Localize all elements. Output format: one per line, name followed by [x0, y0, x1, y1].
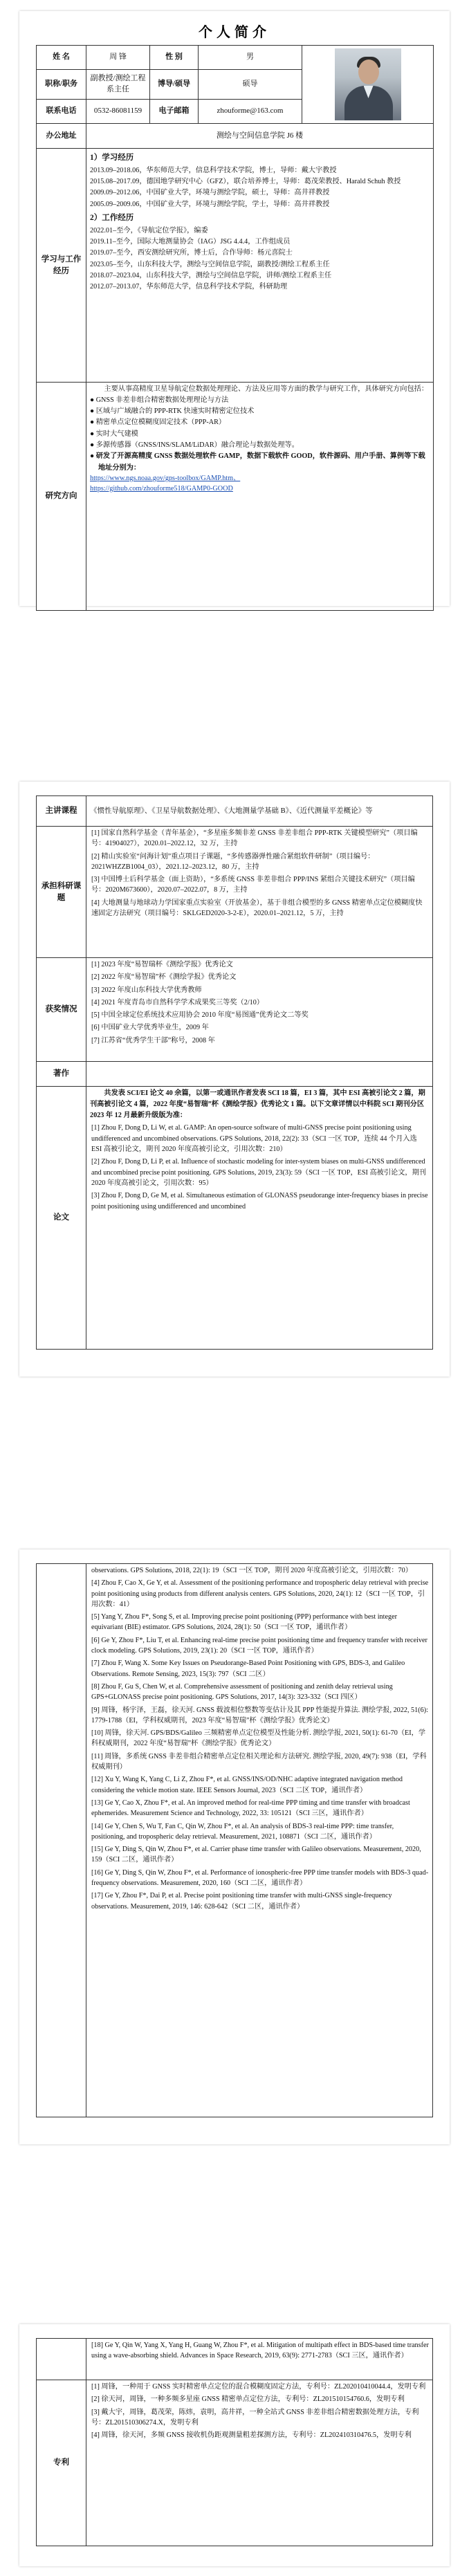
award-item: [5] 中国全球定位系统技术应用协会 2010 年度“易图通”优秀论文二等奖 [91, 1011, 309, 1020]
paper-item: [6] Ge Y, Zhou F*, Liu T, et al. Enhancing real-time precise point positioning time and frequency transfer with receiver clock modeling. GPS Solutions, 2019, 23(1): 20（SCI 一区 TOP，通讯作者） [91, 1636, 427, 1655]
works-label: 著作 [37, 1062, 86, 1087]
patent-item: [4] 周锋，徐天河，多频 GNSS 接收机伪距观测量粗差探测方法，专利号：ZL202410310476.5，发明专利 [91, 2431, 412, 2440]
paper-item: [5] Yang Y, Zhou F*, Song S, et al. Improving precise point positioning (PPP) performance with best integer equivariant (BIE) estimator. GPS Solutions, 2024, 28(1): 50（SCI 一区 TOP，通讯作者） [91, 1613, 397, 1632]
edu-item: 2005.09–2009.06，中国矿业大学，环境与测绘学院，学士，导师：高井祥教授 [90, 200, 330, 208]
work-item: 2019.11–至今，国际大地测量协会（IAG）JSG 4.4.4，工作组成员 [90, 237, 291, 246]
paper-item: [9] 周锋，杨宇泽，王磊，徐天河. GNSS 载波相位整数等变估计及其 PPP 性能提升算法. 测绘学报, 2022, 51(6): 1779-1788（EI，学科权威期刊，2023 年度“易智瑞”杯《测绘学报》优秀论文） [91, 1706, 428, 1724]
paper-item: [1] Zhou F, Dong D, Li W, et al. GAMP: An open-source software of multi-GNSS precise point positioning using undifferenced and uncombined observations. GPS Solutions, 2018, 22(2): 33（SCI 一区 TOP，连续 44 个月入选 ESI 高被引论文，期刊 2020 年度高被引论文，引用次数：210） [91, 1124, 417, 1154]
project-item: [2] 精山实验室“问海计划”重点项目子课题，“多传感器弹性融合紧组软件研制”（项目编号：2021WHZZB1004_03），2021.12–2023.12，80 万，主持 [91, 852, 375, 871]
patent-item: [1] 周锋，一种用于 GNSS 实时精密单点定位的混合模糊度固定方法，专利号：ZL202010410044.4，发明专利 [91, 2383, 426, 2391]
profile-photo [335, 48, 401, 120]
courses-value: 《惯性导航原理》、《卫星导航数据处理》、《大地测量学基础 B》、《近代测量平差概论》等 [86, 796, 433, 827]
supervisor-value: 硕导 [199, 70, 302, 99]
page-2 [19, 782, 450, 1377]
research-item: ● 区域与广域融合的 PPP-RTK 快速实时精密定位技术 [90, 407, 255, 416]
patents-content [86, 2380, 433, 2546]
award-item: [3] 2022 年度山东科技大学优秀教师 [91, 986, 202, 994]
photo-cell [302, 46, 434, 124]
award-item: [7] 江苏省“优秀学生干部”称号，2008 年 [91, 1036, 215, 1045]
work-item: 2012.07–2013.07，华东师范大学，信息科学技术学院，科研助理 [90, 283, 288, 291]
awards-content [86, 958, 433, 1062]
paper-item: [15] Ge Y, Ding S, Qin W, Zhou F*, et al. Carrier phase time transfer with Galileo observations. Measurement, 2020, 159（SCI 二区，通讯作者） [91, 1846, 421, 1864]
work-item: 2019.07–至今，西安测绘研究所，博士后，合作导师：杨元喜院士 [90, 249, 293, 257]
gamp-link[interactable]: https://www.ngs.noaa.gov/gps-toolbox/GAMP.htm、 [90, 475, 241, 482]
work-item: 2022.01–至今，《导航定位学报》，编委 [90, 226, 208, 234]
paper-item: [4] Zhou F, Cao X, Ge Y, et al. Assessment of the positioning performance and tropospheric delay retrieval with precise point positioning using products from different analysis centers. GPS Solutions, 2020, 24(1): 12（SCI 一区 TOP，引用次数：41） [91, 1579, 429, 1608]
papers-continued-content [86, 1564, 433, 2117]
name-value: 周 锋 [86, 46, 150, 70]
edu-item: 2009.09–2012.06，中国矿业大学，环境与测绘学院，硕士，导师：高井祥教授 [90, 189, 330, 197]
papers-intro: 共发表 SCI/EI 论文 40 余篇，以第一或通讯作者发表 SCI 18 篇，EI 3 篇，其中 ESI 高被引论文 2 篇，期刊高被引论文 4 篇，2022 年度“易智瑞”杯《测绘学报》优秀论文 1 篇。以下文章详情以中科院 SCI 期刊分区 2023 年 12 月最新升级版为准： [90, 1089, 425, 1119]
research-item: ● GNSS 非差非组合精密数据处理理论与方法 [90, 396, 229, 404]
paper-item: [10] 周锋，徐天河. GPS/BDS/Galileo 三频精密单点定位模型及性能分析. 测绘学报, 2021, 50(1): 61-70（EI，学科权威期刊，2022 年度“易智瑞”杯《测绘学报》优秀论文） [91, 1729, 426, 1748]
project-item: [4] 大地测量与地球动力学国家重点实验室（开放基金），基于非组合模型的多 GNSS 精密单点定位模糊度快速固定方法研究（项目编号：SKLGED2020-3-2-E），2020.01–2021.12，5 万，主持 [91, 899, 423, 918]
supervisor-label: 博导/硕导 [150, 70, 199, 99]
paper-item: [8] Zhou F, Gu S, Chen W, et al. Comprehensive assessment of positioning and zenith delay retrieval using GPS+GLONASS precise point positioning. GPS Solutions, 2017, 14(3): 323-332（SCI 四区） [91, 1682, 393, 1702]
gender-value: 男 [199, 46, 302, 70]
office-value: 测绘与空间信息学院 J6 楼 [86, 124, 434, 149]
papers-content [86, 1087, 433, 1350]
email-value[interactable]: zhouforme@163.com [199, 99, 302, 123]
name-label: 姓 名 [37, 46, 86, 70]
research-item: ● 精密单点定位模糊度固定技术（PPP-AR） [90, 418, 226, 427]
research-item: ● 多源传感器（GNSS/INS/SLAM/LiDAR）融合理论与数据处理等。 [90, 441, 299, 450]
patents-label: 专利 [37, 2380, 86, 2546]
research-content [86, 383, 434, 611]
phone-value: 0532-86081159 [86, 99, 150, 123]
papers-label: 论文 [37, 1087, 86, 1350]
papers-final-label-cell [37, 2339, 86, 2380]
paper-item: [11] 周锋，多系统 GNSS 非差非组合精密单点定位相关理论和方法研究. 测绘学报, 2020, 49(7): 938（EI，学科权威期刊） [91, 1752, 427, 1772]
patent-item: [3] 戴大宇，周锋，葛茂荣，陈炜，袁明，高井祥，一种全站式 GNSS 非差非组合精密数据处理方法，专利号：ZL201510306274.X，发明专利 [91, 2408, 419, 2427]
paper-item: observations. GPS Solutions, 2018, 22(1): 19（SCI 一区 TOP，期刊 2020 年度高被引论文，引用次数：70） [91, 1567, 412, 1574]
study-work-label: 学习与工作经历 [37, 149, 86, 383]
paper-item: [12] Xu Y, Wang K, Yang C, Li Z, Zhou F*, et al. GNSS/INS/OD/NHC adaptive integrated navigation method considering the vehicle motion state. IEEE Sensors Journal, 2023（SCI 二区 TOP，通讯作者） [91, 1776, 403, 1794]
paper-item: [2] Zhou F, Dong D, Li P, et al. Influence of stochastic modeling for inter-system biases on multi-GNSS undifferenced and uncombined precise point positioning. GPS Solutions, 2019, 23(3): 59（SCI 一区 TOP，ESI 高被引论文，期刊 2020 年度高被引论文，引用次数：95） [91, 1158, 426, 1187]
work-heading: 2）工作经历 [90, 213, 134, 222]
award-item: [2] 2022 年度“易智瑞”杯《测绘学报》优秀论文 [91, 973, 237, 982]
github-link[interactable]: https://github.com/zhouforme518/GAMP0-GOOD [90, 484, 233, 493]
job-label: 职称/职务 [37, 70, 86, 99]
papers-continued-table [36, 1563, 433, 2117]
page-4 [19, 2324, 450, 2566]
work-item: 2018.07–2023.04，山东科技大学，测绘与空间信息学院，讲师/测绘工程系主任 [90, 271, 332, 279]
paper-item: [17] Ge Y, Zhou F*, Dai P, et al. Precise point positioning time transfer with multi-GNSS single-frequency observations. Measurement, 2019, 146: 628-642（SCI 二区，通讯作者） [91, 1892, 392, 1911]
awards-label: 获奖情况 [37, 958, 86, 1062]
edu-item: 2013.09–2018.06，华东师范大学，信息科学技术学院，博士，导师：戴大宇教授 [90, 166, 337, 174]
paper-item: [13] Ge Y, Cao X, Zhou F*, et al. An improved method for real-time PPP timing and time transfer with broadcast ephemerides. Measurement Science and Technology, 2022, 33: 105121（SCI 三区，通讯作者） [91, 1798, 410, 1818]
email-label: 电子邮箱 [150, 99, 199, 123]
project-item: [3] 中国博士后科学基金（面上资助），“多系统 GNSS 非差非组合 PPP/INS 紧组合关键技术研究”（项目编号：2020M673600），2020.07–2022.07，8 万，主持 [91, 876, 415, 894]
award-item: [6] 中国矿业大学优秀毕业生，2009 年 [91, 1024, 209, 1032]
job-value: 副教授/测绘工程系主任 [86, 70, 150, 99]
edu-item: 2015.08–2017.09，德国地学研究中心（GFZ），联合培养博士，导师：葛茂荣教授、Harald Schuh 教授 [90, 177, 401, 185]
research-item: ● 实时大气建模 [90, 430, 138, 438]
works-value [86, 1062, 433, 1087]
basic-info-table [36, 45, 434, 611]
project-item: [1] 国家自然科学基金（青年基金），“多星座多频非差 GNSS 非差非组合 PPP-RTK 关键模型研究”（项目编号：41904027），2020.01–2022.12，32 万，主持 [91, 829, 418, 848]
page-3 [19, 1549, 450, 2144]
paper-item: [18] Ge Y, Qin W, Yang X, Yang H, Guang W, Zhou F*, et al. Mitigation of multipath effect in BDS-based time transfer using a wave-absorbing shield. Advances in Space Research, 2019, 63(9): 2771-2783（SCI 三区，通讯作者） [91, 2342, 429, 2360]
page-title: 个人简介 [199, 25, 270, 40]
award-item: [4] 2021 年度青岛市自然科学学术成果奖三等奖（2/10） [91, 998, 264, 1006]
office-label: 办公地址 [37, 124, 86, 149]
paper-item: [7] Zhou F, Wang X. Some Key Issues on Pseudorange-Based Point Positioning with GPS, BDS-3, and Galileo Observations. Remote Sensing, 2023, 15(3): 797（SCI 二区） [91, 1659, 405, 1678]
research-item: ● 研发了开源高精度 GNSS 数据处理软件 GAMP，数据下载软件 GOOD，软件源码、用户手册、算例等下载地址分别为： [90, 452, 425, 472]
projects-content [86, 827, 433, 958]
papers-continued-label-cell [37, 1564, 86, 2117]
paper-item: [3] Zhou F, Dong D, Ge M, et al. Simultaneous estimation of GLONASS pseudorange inter-frequency biases in precise point positioning using undifferenced and uncombined [91, 1192, 428, 1211]
final-table [36, 2338, 433, 2546]
gender-label: 性 别 [150, 46, 199, 70]
papers-final-content [86, 2339, 433, 2380]
research-intro: 主要从事高精度卫星导航定位数据处理理论、方法及应用等方面的教学与研究工作，具体研究方向包括： [104, 385, 429, 393]
courses-label: 主讲课程 [37, 796, 86, 827]
projects-label: 承担科研课题 [37, 827, 86, 958]
paper-item: [14] Ge Y, Chen S, Wu T, Fan C, Qin W, Zhou F*, et al. An analysis of BDS-3 real-time PPP: time transfer, positioning, and tropospheric delay retrieval. Measurement, 2021, 108871（SCI 二区，通讯作者） [91, 1822, 394, 1841]
study-work-content [86, 149, 434, 383]
research-label: 研究方向 [37, 383, 86, 611]
patent-item: [2] 徐天河，周锋，一种多频多星座 GNSS 精密单点定位方法，专利号：ZL201510154760.6，发明专利 [91, 2395, 405, 2404]
detail-table [36, 795, 433, 1350]
award-item: [1] 2023 年度“易智瑞杯《测绘学报》优秀论文 [91, 961, 233, 968]
paper-item: [16] Ge Y, Ding S, Qin W, Zhou F*, et al. Performance of ionospheric-free PPP time transfer models with BDS-3 quad-frequency observations. Measurement, 2020, 160（SCI 二区，通讯作者） [91, 1868, 429, 1888]
phone-label: 联系电话 [37, 99, 86, 123]
page-1 [19, 11, 450, 606]
work-item: 2023.05–至今，山东科技大学，测绘与空间信息学院，副教授/测绘工程系主任 [90, 260, 330, 268]
education-heading: 1）学习经历 [90, 154, 134, 162]
